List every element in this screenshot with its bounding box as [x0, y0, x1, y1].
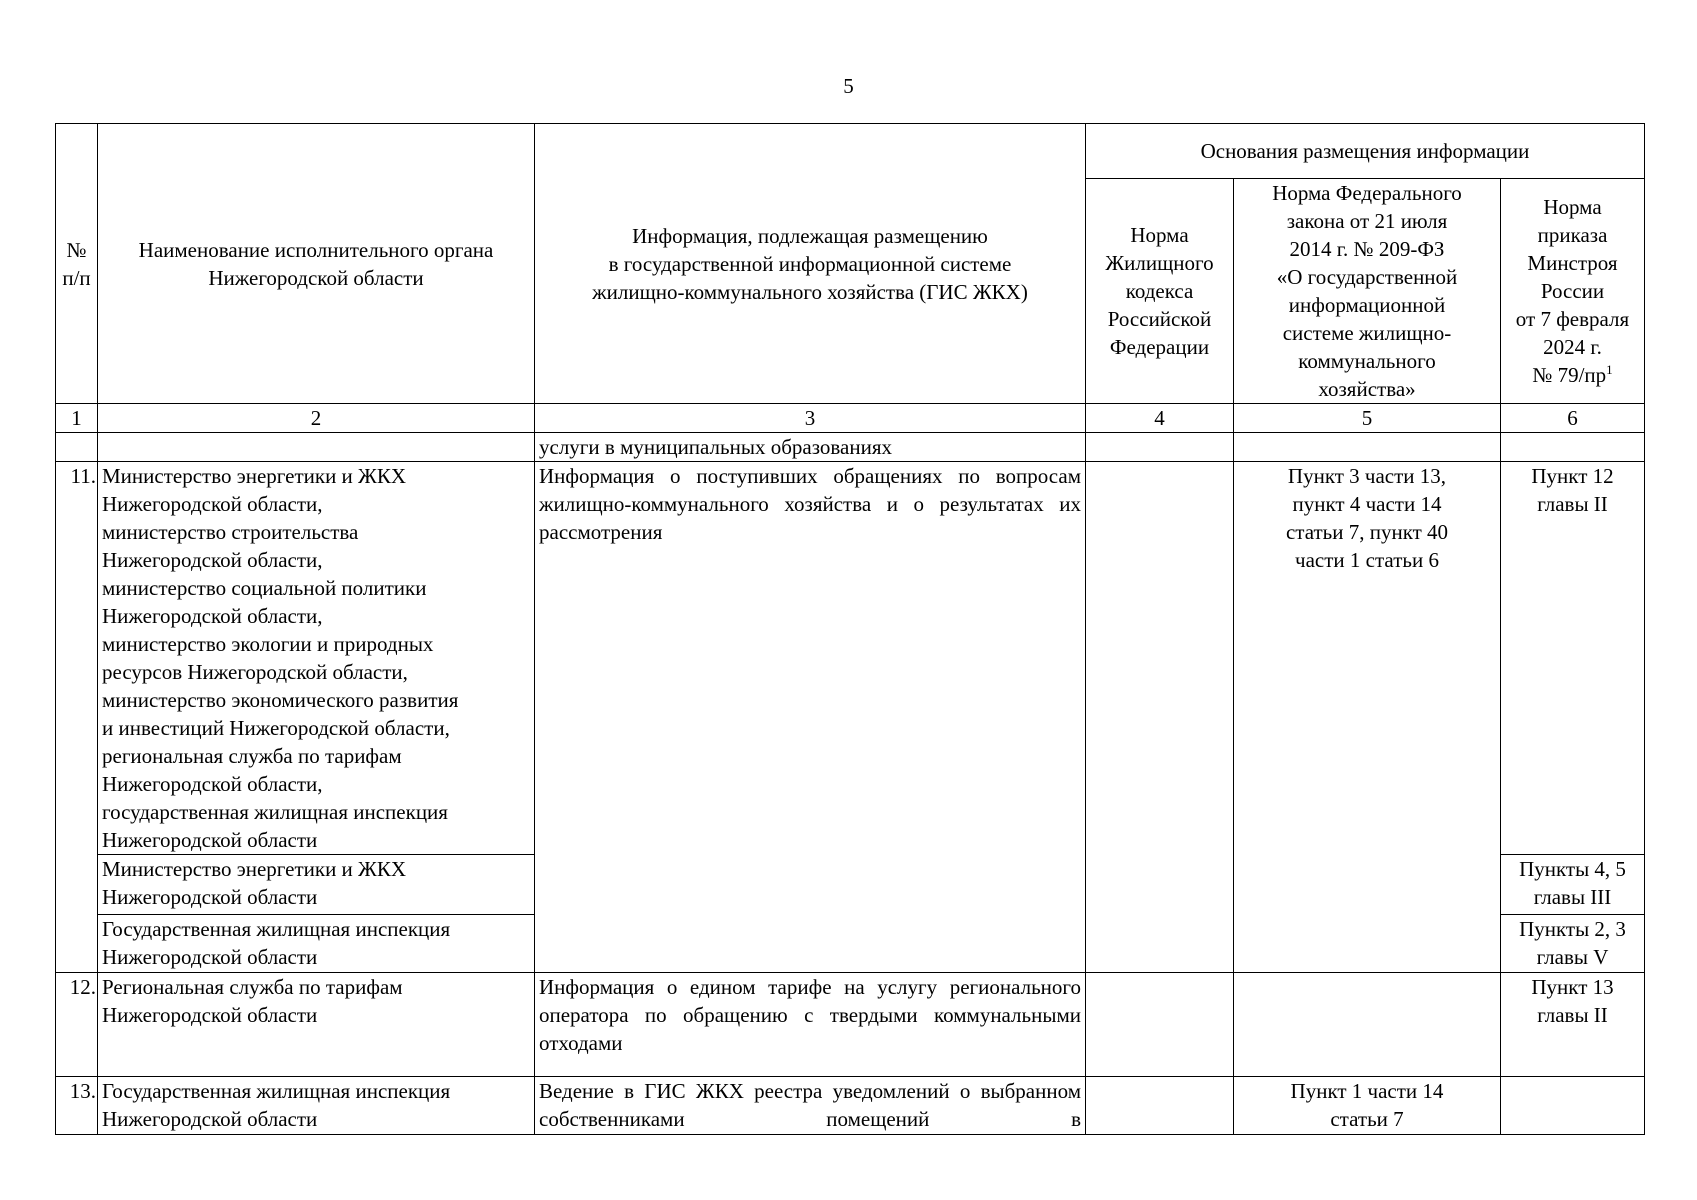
footnote-marker: 1 [1606, 362, 1613, 377]
row-12-info: Информация о едином тарифе на услугу регионального оператора по обращению с твердыми коммунальными отходами [535, 973, 1086, 1077]
row-11-number: 11. [56, 462, 98, 973]
column-number-1: 1 [56, 404, 98, 433]
continuation-housing-code [1086, 433, 1234, 462]
continuation-organ [98, 433, 535, 462]
continuation-num [56, 433, 98, 462]
header-organ: Наименование исполнительного органа Нижегородской области [98, 124, 535, 404]
table-row [56, 1077, 1645, 1135]
row-11-minstroy-a: Пункт 12 главы II [1501, 462, 1645, 855]
column-number-2: 2 [98, 404, 535, 433]
row-12-minstroy: Пункт 13 главы II [1501, 973, 1645, 1077]
table-row [56, 973, 1645, 1077]
row-13-organ: Государственная жилищная инспекция Нижегородской области [98, 1077, 535, 1135]
row-11-minstroy-c: Пункты 2, 3 главы V [1501, 915, 1645, 973]
continuation-info: услуги в муниципальных образованиях [535, 433, 1086, 462]
row-11-info: Информация о поступивших обращениях по вопросам жилищно-коммунального хозяйства и о результатах их рассмотрения [535, 462, 1086, 973]
column-number-3: 3 [535, 404, 1086, 433]
header-minstroy [1501, 179, 1645, 404]
column-number-5: 5 [1234, 404, 1501, 433]
header-number: № п/п [56, 124, 98, 404]
header-grounds: Основания размещения информации [1086, 124, 1645, 179]
row-13-minstroy [1501, 1077, 1645, 1135]
row-12-federal-law [1234, 973, 1501, 1077]
row-12-housing-code [1086, 973, 1234, 1077]
row-11-organ-c: Государственная жилищная инспекция Нижегородской области [98, 915, 535, 973]
table-row [56, 462, 1645, 855]
row-11-housing-code [1086, 462, 1234, 973]
continuation-federal-law [1234, 433, 1501, 462]
row-11-minstroy-b: Пункты 4, 5 главы III [1501, 855, 1645, 915]
header-federal-law: Норма Федерального закона от 21 июля 2014 г. № 209-ФЗ «О государственной информационной системе жилищно- коммунального хозяйства» [1234, 179, 1501, 404]
row-13-federal-law: Пункт 1 части 14 статьи 7 [1234, 1077, 1501, 1135]
info-placement-table [55, 123, 1645, 1135]
column-number-4: 4 [1086, 404, 1234, 433]
row-13-number: 13. [56, 1077, 98, 1135]
table-row [56, 433, 1645, 462]
column-number-6: 6 [1501, 404, 1645, 433]
row-12-organ: Региональная служба по тарифам Нижегородской области [98, 973, 535, 1077]
header-housing-code: Норма Жилищного кодекса Российской Федерации [1086, 179, 1234, 404]
row-11-organ-a: Министерство энергетики и ЖКХ Нижегородской области, министерство строительства Нижегородской области, министерство социальной политики Нижегородской области, министерство экологии и природных ресурсов Нижегородской области, министерство экономического развития и инвестиций Нижегородской области, региональная служба по тарифам Нижегородской области, государственная жилищная инспекция Нижегородской области [98, 462, 535, 855]
row-11-organ-b: Министерство энергетики и ЖКХ Нижегородской области [98, 855, 535, 915]
continuation-minstroy [1501, 433, 1645, 462]
row-13-housing-code [1086, 1077, 1234, 1135]
header-info: Информация, подлежащая размещению в государственной информационной системе жилищно-коммунального хозяйства (ГИС ЖКХ) [535, 124, 1086, 404]
header-minstroy-text: Норма приказа Минстроя России от 7 февраля 2024 г. № 79/пр [1515, 195, 1630, 387]
row-12-number: 12. [56, 973, 98, 1077]
row-11-federal-law: Пункт 3 части 13, пункт 4 части 14 статьи 7, пункт 40 части 1 статьи 6 [1234, 462, 1501, 973]
row-13-info: Ведение в ГИС ЖКХ реестра уведомлений о выбранном собственниками помещений в [535, 1077, 1086, 1135]
page-number: 5 [843, 74, 854, 98]
